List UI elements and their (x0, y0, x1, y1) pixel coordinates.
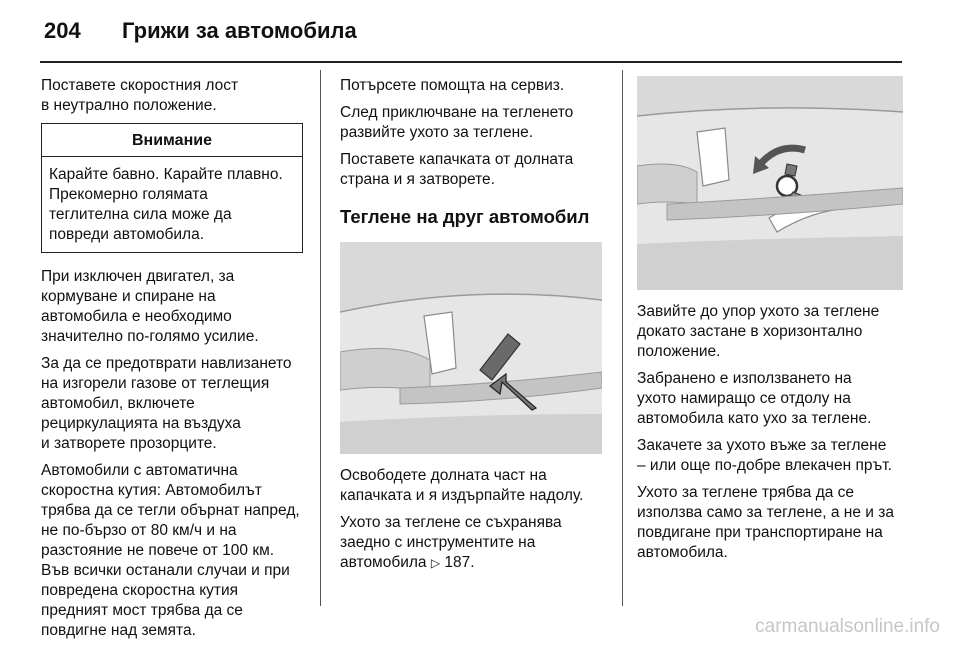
intro-paragraph (41, 76, 303, 116)
text-line: За да се предотврати навлизането (41, 355, 292, 372)
grille-area (340, 348, 430, 392)
text-line: капачката и я издърпайте надолу. (340, 487, 584, 504)
cap-paragraph (340, 150, 604, 190)
text-line: Освободете долната част на (340, 467, 547, 484)
text-line: положение. (637, 343, 721, 360)
text-line: Завийте до упор ухото за теглене (637, 303, 880, 320)
text-line: Автомобили с автоматична (41, 462, 238, 479)
text-line: Във всички останали случаи и при (41, 562, 290, 579)
page-number: 204 (44, 18, 81, 43)
tow-eye-illustration (637, 76, 903, 290)
text-line: Ухото за теглене трябва да се (637, 484, 855, 501)
site-watermark: carmanualsonline.info (755, 616, 940, 637)
reference-arrow-icon: ▷ (430, 556, 441, 570)
text-line: автомобил, включете (41, 395, 195, 412)
text-line: Забранено е използването на (637, 370, 852, 387)
text-line: Поставете капачката от долната (340, 151, 574, 168)
lower-shadow (340, 414, 602, 454)
column-1 (41, 76, 303, 648)
text-line: повреди автомобила. (49, 226, 204, 243)
text-line: повредена скоростна кутия (41, 582, 239, 599)
text-line: Закачете за ухото въже за теглене (637, 437, 887, 454)
caution-box (41, 123, 303, 253)
column-3 (637, 76, 907, 570)
text-line: повдигне над земята. (41, 622, 196, 639)
text-line: – или още по-добре влекачен прът. (637, 457, 892, 474)
text-line-with-reference (340, 553, 604, 573)
header-rule (40, 61, 902, 63)
text-segment: автомобила (340, 554, 427, 571)
automatic-transmission-paragraph (41, 461, 303, 641)
text-line: автомобила като ухо за теглене. (637, 410, 872, 427)
tow-eye-nut (785, 164, 797, 176)
text-line: страна и я затворете. (340, 171, 495, 188)
text-line: в неутрално положение. (41, 97, 217, 114)
caution-body (42, 157, 302, 252)
column-2 (340, 76, 604, 580)
attach-rope-paragraph (637, 436, 907, 476)
text-line: и затворете прозорците. (41, 435, 217, 452)
release-cap-paragraph (340, 466, 604, 506)
prohibited-paragraph (637, 369, 907, 429)
text-line: Ухото за теглене се съхранява (340, 514, 562, 531)
text-line: При изключен двигател, за (41, 268, 235, 285)
text-line: кормуване и спиране на (41, 288, 216, 305)
text-line: не по-бързо от 80 км/ч и на (41, 522, 237, 539)
lower-shadow (637, 236, 903, 290)
text-line: Прекомерно голямата (49, 186, 208, 203)
tow-eye-drawing (637, 76, 903, 290)
text-line: Карайте бавно. Карайте плавно. (49, 166, 283, 183)
screw-in-paragraph (637, 302, 907, 362)
text-line: предният мост трябва да се (41, 602, 243, 619)
text-line: Потърсете помощта на сервиз. (340, 77, 565, 94)
text-line: използва само за теглене, а не и за (637, 504, 894, 521)
text-line: След приключване на тегленето (340, 104, 574, 121)
text-line: повдигане при транспортиране на (637, 524, 883, 541)
column-divider-1 (320, 70, 321, 606)
fog-lamp-recess (697, 128, 729, 186)
text-line: разстояние не повече от 100 км. (41, 542, 275, 559)
text-line: трябва да се тегли обърнат напред, (41, 502, 300, 519)
text-line: заедно с инструментите на (340, 534, 536, 551)
page-title: Грижи за автомобила (122, 18, 357, 43)
text-line: Поставете скоростния лост (41, 77, 239, 94)
grille-area (637, 164, 697, 204)
bumper-cap-illustration (340, 242, 602, 454)
text-line: автомобила. (637, 544, 728, 561)
text-line: ухото намиращо се отдолу на (637, 390, 851, 407)
text-line: теглителна сила може да (49, 206, 232, 223)
steering-paragraph (41, 267, 303, 347)
section-heading: Теглене на друг автомобил (340, 206, 590, 227)
text-line: значително по-голямо усилие. (41, 328, 259, 345)
text-line: развийте ухото за теглене. (340, 124, 534, 141)
caution-title: Внимание (42, 124, 302, 157)
text-line: рециркулацията на въздуха (41, 415, 241, 432)
service-paragraph (340, 76, 604, 96)
bumper-cap-drawing (340, 242, 602, 454)
unscrew-paragraph (340, 103, 604, 143)
text-line: скоростна кутия: Автомобилът (41, 482, 262, 499)
text-line: автомобила е необходимо (41, 308, 232, 325)
storage-paragraph (340, 513, 604, 573)
page-reference-link[interactable]: 187. (444, 554, 475, 571)
usage-paragraph (637, 483, 907, 563)
text-line: докато застане в хоризонтално (637, 323, 863, 340)
column-divider-2 (622, 70, 623, 606)
exhaust-paragraph (41, 354, 303, 454)
text-line: на изгорели газове от теглещия (41, 375, 270, 392)
